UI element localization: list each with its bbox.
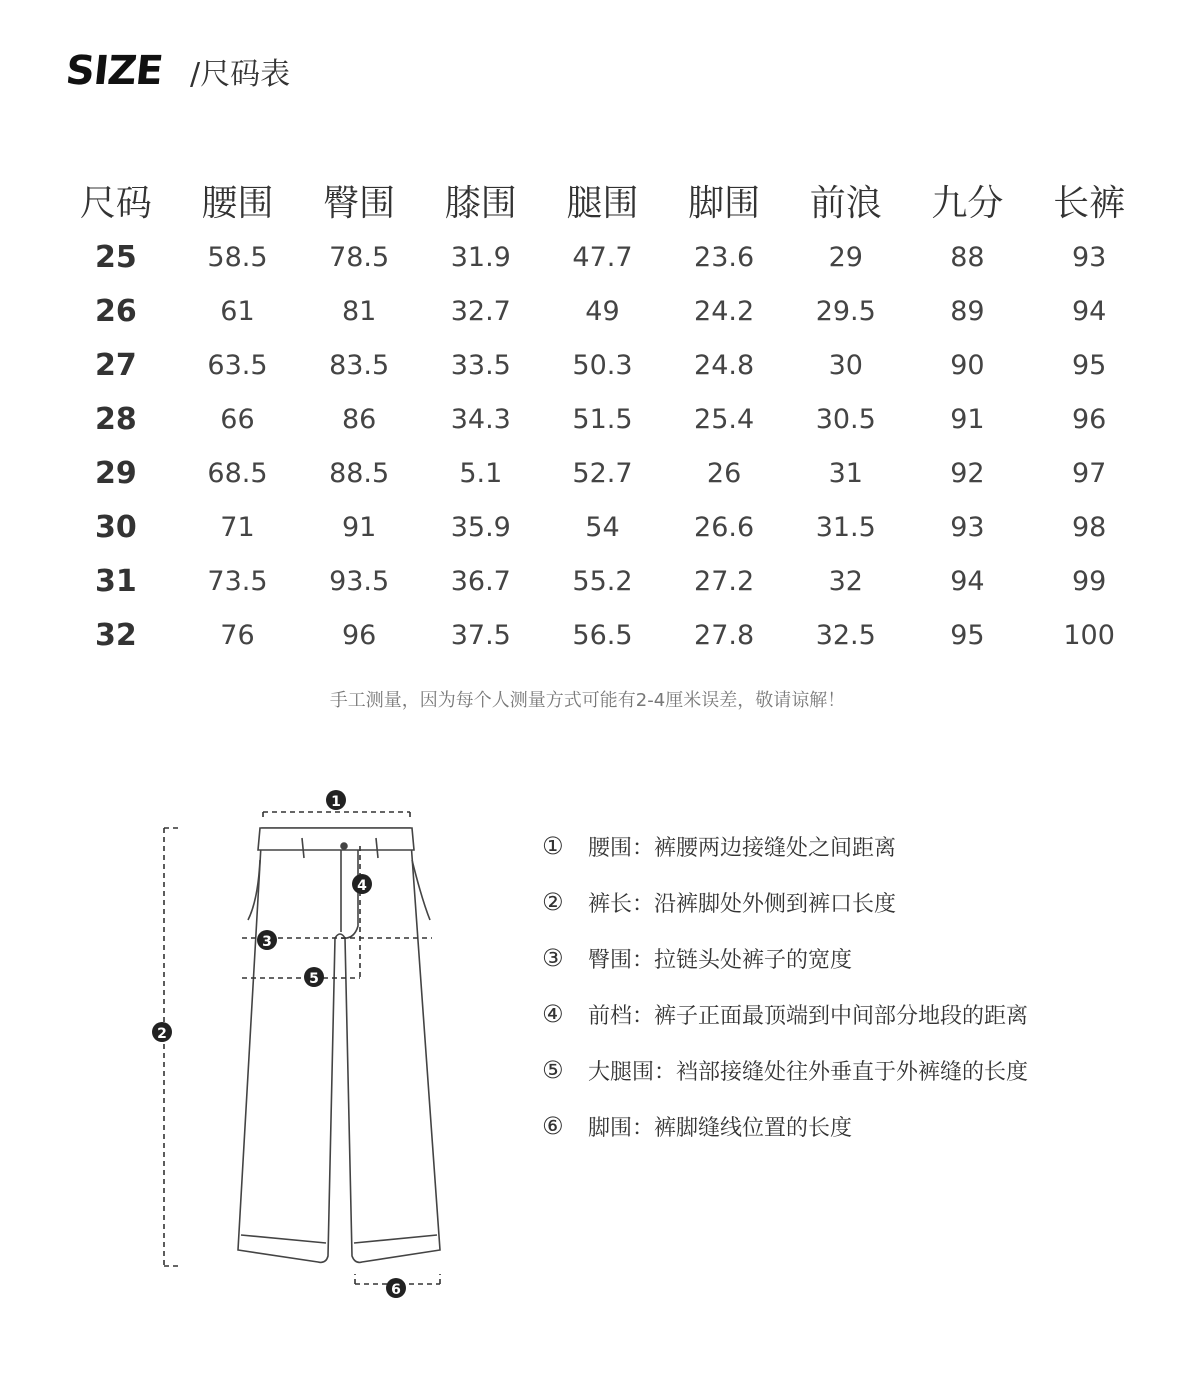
- legend-number: ④: [542, 1000, 564, 1028]
- measurement-cell: 76: [220, 619, 255, 651]
- legend-number: ①: [542, 832, 564, 860]
- measurement-cell: 54: [585, 511, 620, 543]
- table-row: [55, 608, 1150, 662]
- measurement-cell: 30.5: [815, 403, 876, 435]
- measurement-cell: 27.2: [694, 565, 755, 597]
- measurement-cell: 55.2: [572, 565, 633, 597]
- measurement-cell: 96: [341, 619, 377, 651]
- header-front-rise: 前浪: [809, 182, 882, 224]
- pants-outline: [238, 828, 440, 1262]
- measurement-cell: 93: [1071, 241, 1107, 273]
- header-size: 尺码: [79, 182, 152, 224]
- legend-number: ⑥: [542, 1112, 564, 1140]
- measurement-cell: 33.5: [450, 349, 511, 381]
- legend-item-thigh: [542, 1042, 1028, 1098]
- marker-6: [386, 1278, 406, 1298]
- measurement-cell: 52.7: [572, 457, 633, 489]
- page-header: [63, 48, 291, 94]
- legend-description: ：拉链头处裤子的宽度: [632, 947, 853, 973]
- table-row: [55, 230, 1150, 284]
- measurement-cell: 73.5: [207, 565, 268, 597]
- measurement-cell: 35.9: [450, 511, 511, 543]
- measurement-cell: 25.4: [694, 403, 755, 435]
- measurement-cell: 50.3: [572, 349, 633, 381]
- measurement-cell: 24.2: [694, 295, 755, 327]
- measurement-note: 手工测量，因为每个人测量方式可能有2-4厘米误差，敬请谅解！: [329, 690, 846, 711]
- measurement-cell: 49: [585, 295, 620, 327]
- legend-description: ：裤子正面最顶端到中间部分地段的距离: [632, 1003, 1029, 1029]
- measurement-cell: 94: [1071, 295, 1107, 327]
- header-hem: 脚围: [688, 182, 761, 224]
- measurement-cell: 88: [950, 241, 985, 273]
- measurement-cell: 88.5: [329, 457, 390, 489]
- marker-1: [326, 790, 346, 810]
- marker-4: [352, 874, 372, 894]
- legend-item-length: [542, 874, 1028, 930]
- measurement-cell: 26: [706, 457, 742, 489]
- measurement-cell: 96: [1071, 403, 1107, 435]
- measurement-cell: 78.5: [329, 241, 390, 273]
- legend-description: ：裆部接缝处往外垂直于外裤缝的长度: [654, 1059, 1029, 1085]
- measurement-cell: 24.8: [694, 349, 755, 381]
- legend-label: 腰围: [588, 835, 633, 861]
- measurement-cell: 94: [950, 565, 985, 597]
- table-row: [55, 392, 1150, 446]
- legend-description: ：裤腰两边接缝处之间距离: [632, 835, 897, 861]
- table-header-row: [55, 170, 1150, 230]
- legend-number: ③: [542, 944, 564, 972]
- svg-text:5: 5: [309, 971, 319, 987]
- measurement-cell: 61: [220, 295, 255, 327]
- measurement-cell: 30: [828, 349, 863, 381]
- table-row: [55, 500, 1150, 554]
- measurement-cell: 91: [341, 511, 377, 543]
- marker-5: [304, 967, 324, 987]
- size-table: [55, 170, 1150, 662]
- size-cell: 28: [94, 401, 137, 437]
- page-title: SIZE: [63, 48, 165, 94]
- marker-3: [257, 930, 277, 950]
- measurement-legend: [542, 818, 1028, 1154]
- measurement-cell: 93.5: [329, 565, 390, 597]
- marker-2: [152, 1022, 172, 1042]
- measurement-cell: 32.5: [815, 619, 876, 651]
- measurement-cell: 29.5: [815, 295, 876, 327]
- size-cell: 32: [94, 617, 137, 653]
- measurement-cell: 26.6: [694, 511, 755, 543]
- table-row: [55, 554, 1150, 608]
- legend-number: ②: [542, 888, 564, 916]
- pants-diagram: [140, 780, 470, 1310]
- measurement-cell: 99: [1071, 565, 1107, 597]
- measurement-cell: 31: [828, 457, 863, 489]
- legend-item-front-rise: [542, 986, 1028, 1042]
- header-waist: 腰围: [201, 182, 274, 224]
- measurement-cell: 32: [828, 565, 863, 597]
- measurement-cell: 51.5: [572, 403, 633, 435]
- header-thigh: 腿围: [566, 182, 639, 224]
- svg-text:4: 4: [357, 878, 367, 894]
- measurement-cell: 47.7: [572, 241, 633, 273]
- size-cell: 27: [94, 347, 137, 383]
- measurement-cell: 95: [1071, 349, 1107, 381]
- legend-description: ：沿裤脚处外侧到裤口长度: [632, 891, 897, 917]
- table-row: [55, 284, 1150, 338]
- measurement-cell: 58.5: [207, 241, 268, 273]
- table-row: [55, 338, 1150, 392]
- svg-text:2: 2: [157, 1026, 167, 1042]
- table-row: [55, 446, 1150, 500]
- measurement-cell: 5.1: [459, 457, 503, 489]
- measurement-cell: 68.5: [207, 457, 268, 489]
- size-cell: 29: [94, 455, 137, 491]
- legend-item-hem: [542, 1098, 1028, 1154]
- measurement-cell: 83.5: [329, 349, 390, 381]
- measurement-cell: 98: [1071, 511, 1107, 543]
- measurement-cell: 100: [1063, 619, 1115, 651]
- measurement-cell: 97: [1071, 457, 1107, 489]
- size-cell: 25: [94, 239, 137, 275]
- legend-label: 脚围: [588, 1115, 633, 1141]
- svg-text:1: 1: [331, 794, 341, 810]
- measurement-cell: 81: [341, 295, 377, 327]
- measurement-cell: 32.7: [450, 295, 511, 327]
- page-subtitle: /尺码表: [190, 57, 291, 92]
- measurement-cell: 71: [220, 511, 255, 543]
- header-hip: 臀围: [323, 182, 396, 224]
- legend-label: 前档: [588, 1003, 633, 1029]
- svg-text:6: 6: [391, 1282, 401, 1298]
- measurement-cell: 92: [950, 457, 985, 489]
- legend-item-waist: [542, 818, 1028, 874]
- measurement-cell: 90: [950, 349, 985, 381]
- legend-label: 臀围: [588, 947, 633, 973]
- measurement-cell: 95: [950, 619, 985, 651]
- size-cell: 30: [94, 509, 137, 545]
- legend-number: ⑤: [542, 1056, 564, 1084]
- legend-description: ：裤脚缝线位置的长度: [632, 1115, 853, 1141]
- measurement-cell: 86: [341, 403, 377, 435]
- measurement-cell: 93: [950, 511, 985, 543]
- measurement-cell: 31.5: [815, 511, 876, 543]
- measurement-cell: 66: [220, 403, 255, 435]
- header-knee: 膝围: [444, 182, 517, 224]
- measurement-cell: 56.5: [572, 619, 633, 651]
- legend-label: 裤长: [588, 891, 633, 917]
- measurement-cell: 63.5: [207, 349, 268, 381]
- size-cell: 26: [94, 293, 137, 329]
- measurement-cell: 29: [828, 241, 863, 273]
- header-full-length: 长裤: [1053, 182, 1126, 224]
- measurement-cell: 27.8: [694, 619, 755, 651]
- measurement-cell: 91: [950, 403, 985, 435]
- legend-item-hip: [542, 930, 1028, 986]
- measurement-cell: 31.9: [450, 241, 511, 273]
- measurement-cell: 89: [950, 295, 985, 327]
- measurement-cell: 34.3: [450, 403, 511, 435]
- measurement-cell: 37.5: [450, 619, 511, 651]
- measurement-cell: 36.7: [450, 565, 511, 597]
- measurement-cell: 23.6: [694, 241, 755, 273]
- header-ninth-length: 九分: [931, 182, 1004, 224]
- size-cell: 31: [94, 563, 137, 599]
- legend-label: 大腿围: [588, 1059, 655, 1085]
- svg-text:3: 3: [262, 934, 272, 950]
